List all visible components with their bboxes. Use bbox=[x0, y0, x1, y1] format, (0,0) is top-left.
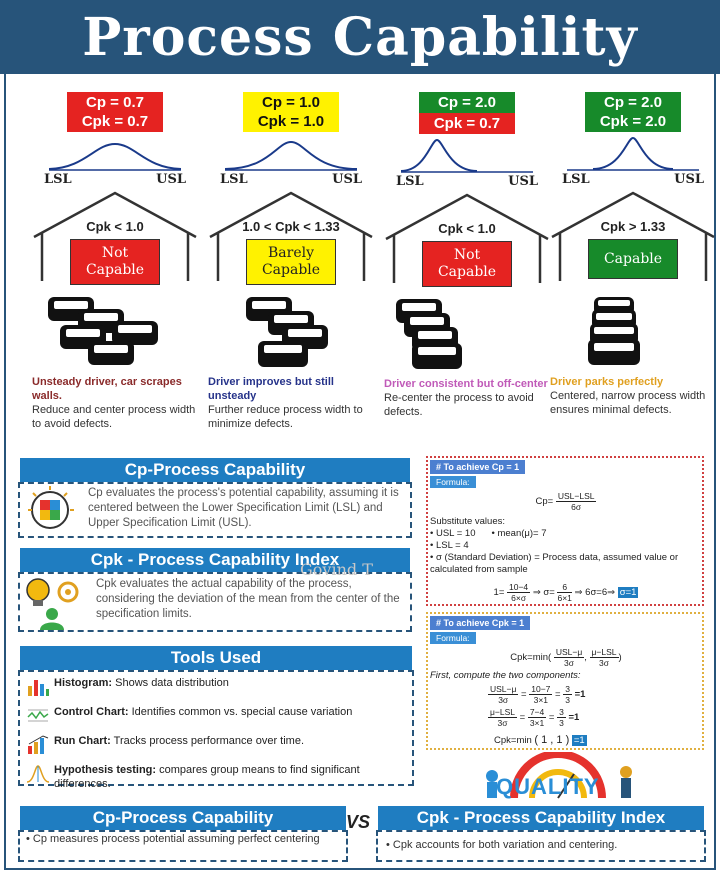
desc-lead: Driver consistent but off-center bbox=[384, 378, 548, 390]
scenario-column-4 bbox=[548, 88, 718, 417]
quality-word: QUALITY bbox=[496, 774, 600, 799]
cp-formula-heading: # To achieve Cp = 1 bbox=[430, 460, 525, 474]
narrow-centered-bell-curve-icon bbox=[563, 136, 703, 172]
formula-lhs: Cpk=min bbox=[510, 652, 549, 664]
garage bbox=[30, 189, 200, 281]
control-chart-icon bbox=[26, 705, 50, 725]
desc-rest: Centered, narrow process width ensures minimal defects. bbox=[550, 390, 706, 416]
lsl-value: • LSL = 4 bbox=[430, 540, 469, 551]
equals: = bbox=[521, 689, 527, 701]
frac-num: 10−4 bbox=[509, 582, 529, 592]
scenario-description bbox=[382, 377, 552, 419]
garage bbox=[548, 189, 718, 281]
cp-formula bbox=[430, 460, 702, 603]
cp-value: Cp = 2.0 bbox=[604, 94, 662, 111]
tool-histogram bbox=[26, 676, 406, 696]
cpk-condition: 1.0 < Cpk < 1.33 bbox=[242, 219, 340, 234]
frac-den: 3×1 bbox=[533, 695, 549, 705]
status-box bbox=[70, 239, 160, 285]
frac-num: USL−LSL bbox=[557, 491, 595, 501]
tools-list bbox=[26, 676, 406, 800]
cp-section-heading: Cp-Process Capability bbox=[20, 458, 410, 482]
frac-den: 6×1 bbox=[557, 593, 572, 603]
bottom-cpk-heading: Cpk - Process Capability Index bbox=[378, 806, 704, 830]
frac-den: 6×σ bbox=[511, 593, 527, 603]
usl-label: USL bbox=[674, 172, 704, 187]
cpk-section-text: Cpk evaluates the actual capability of the process, considering the deviation of the mean from the center of the specification limits. bbox=[96, 578, 400, 620]
cpk-value: Cpk = 0.7 bbox=[419, 113, 515, 134]
distribution-curve-icon bbox=[26, 763, 50, 783]
frac-num: 7−4 bbox=[529, 707, 545, 717]
cp-value: Cp = 1.0 bbox=[262, 94, 320, 111]
compute-note: First, compute the two components: bbox=[430, 670, 581, 681]
cars-offset-stack-icon bbox=[382, 297, 552, 371]
tool-desc: Tracks process performance over time. bbox=[110, 735, 305, 747]
lsl-label: LSL bbox=[562, 172, 590, 187]
tools-heading: Tools Used bbox=[20, 646, 412, 670]
cpk-component-1: $\frac{\text{USL−μ}}{3\sigma}$ = $\frac{10-7}{3\times 1}$ = $\frac{3}{3}$ =1 bbox=[490, 684, 586, 705]
desc-rest: Re-center the process to avoid defects. bbox=[384, 392, 534, 418]
garage bbox=[382, 191, 552, 283]
scenario-description bbox=[548, 375, 718, 417]
frac-den: 3σ bbox=[497, 718, 508, 728]
formula-lhs: Cp= bbox=[535, 496, 554, 508]
cpk-condition: Cpk < 1.0 bbox=[86, 219, 144, 234]
wide-bell-curve-icon bbox=[45, 136, 185, 172]
step-text: 1= bbox=[493, 587, 505, 599]
frac-den: 3σ bbox=[564, 658, 575, 668]
cpk-final bbox=[430, 734, 702, 747]
status-line: Capable bbox=[437, 264, 497, 280]
tool-control-chart bbox=[26, 705, 406, 725]
formula-tag: Formula: bbox=[430, 476, 476, 488]
frac-den: 3 bbox=[559, 718, 564, 728]
tool-name: Hypothesis testing: bbox=[54, 764, 157, 776]
subst-row bbox=[430, 528, 702, 540]
frac-den: 3 bbox=[565, 695, 570, 705]
scenario-column-1 bbox=[30, 88, 200, 431]
final-args: ( 1 , 1 ) bbox=[534, 734, 570, 746]
scenario-column-3 bbox=[382, 88, 552, 419]
cpk-value: Cpk = 0.7 bbox=[81, 113, 149, 130]
desc-lead: Driver parks perfectly bbox=[550, 376, 664, 388]
cp-result: σ=1 bbox=[619, 587, 637, 599]
tool-name: Control Chart: bbox=[54, 706, 129, 718]
status-box bbox=[422, 241, 512, 287]
bottom-cpk-text: • Cpk accounts for both variation and centering. bbox=[386, 839, 618, 851]
run-chart-icon bbox=[26, 734, 50, 754]
title-bar bbox=[0, 0, 720, 74]
bottom-cp-heading: Cp-Process Capability bbox=[20, 806, 346, 830]
status-line: Not bbox=[101, 245, 129, 261]
cp-section-text: Cp evaluates the process's potential capability, assuming it is centered between the Lower Specification Limit (LSL) and Upper Specification Limit (USL). bbox=[88, 487, 399, 529]
narrow-offset-bell-curve-icon bbox=[397, 138, 537, 174]
status-box bbox=[588, 239, 678, 279]
frac-num: USL−μ bbox=[555, 647, 583, 657]
spec-limits bbox=[30, 172, 200, 187]
cpk-value: Cpk = 2.0 bbox=[599, 113, 667, 130]
frac-num: μ−LSL bbox=[591, 647, 617, 657]
scenario-description bbox=[206, 375, 376, 431]
page-title: Process Capability bbox=[82, 6, 638, 68]
tool-desc: Identifies common vs. special cause variation bbox=[128, 706, 353, 718]
cp-formula-expression bbox=[430, 491, 702, 512]
cars-semi-aligned-icon bbox=[206, 295, 376, 369]
frac-num: USL−μ bbox=[490, 684, 517, 694]
frac-num: 3 bbox=[565, 684, 570, 694]
status-line: Not bbox=[453, 247, 481, 263]
lightbulb-gear-icon bbox=[22, 574, 82, 632]
final-lhs: Cpk=min bbox=[494, 735, 532, 746]
puzzle-head-icon bbox=[24, 484, 76, 536]
cpk-section-heading: Cpk - Process Capability Index bbox=[20, 548, 410, 572]
cp-value: Cp = 2.0 bbox=[438, 94, 496, 111]
cp-badge-3 bbox=[419, 92, 515, 134]
cp-badge-2 bbox=[243, 92, 339, 132]
cpk-formula-expression: Cpk=min( $\frac{\text{USL−μ}}{3\sigma}$ , $\frac{\text{μ−LSL}}{3\sigma}$ ) bbox=[510, 647, 622, 668]
cp-badge-4 bbox=[585, 92, 681, 132]
usl-label: USL bbox=[508, 174, 538, 189]
frac-den: 3σ bbox=[498, 695, 509, 705]
watermark-text: Govind T bbox=[300, 560, 373, 579]
medium-bell-curve-icon bbox=[221, 136, 361, 172]
cpk-result: =1 bbox=[573, 735, 585, 746]
subst-title: Substitute values: bbox=[430, 516, 505, 527]
component-result: =1 bbox=[568, 712, 580, 724]
frac-den: 6σ bbox=[571, 502, 582, 512]
desc-rest: Further reduce process width to minimize defects. bbox=[208, 404, 363, 430]
scenario-column-2 bbox=[206, 88, 376, 431]
status-line: Capable bbox=[261, 262, 321, 278]
desc-rest: Reduce and center process width to avoid defects. bbox=[32, 404, 196, 430]
cars-scattered-icon bbox=[30, 295, 200, 369]
mean-value: • mean(μ)= 7 bbox=[491, 528, 547, 539]
step-text: σ= bbox=[543, 587, 555, 599]
tool-name: Run Chart: bbox=[54, 735, 111, 747]
cpk-condition: Cpk > 1.33 bbox=[600, 219, 666, 234]
frac-num: 3 bbox=[559, 707, 564, 717]
cpk-formula bbox=[430, 616, 702, 747]
scenario-description bbox=[30, 375, 200, 431]
bottom-cp-text: • Cp measures process potential assuming perfect centering bbox=[26, 833, 320, 845]
frac-num: μ−LSL bbox=[490, 707, 515, 717]
frac-num: 10−7 bbox=[531, 684, 551, 694]
garage bbox=[206, 189, 376, 281]
cpk-condition: Cpk < 1.0 bbox=[438, 221, 496, 236]
usl-label: USL bbox=[332, 172, 362, 187]
tool-run-chart bbox=[26, 734, 406, 754]
step-text: 6σ=6⇒ bbox=[585, 587, 616, 599]
status-line: Capable bbox=[603, 250, 663, 267]
frac-num: 6 bbox=[557, 582, 571, 593]
desc-lead: Driver improves but still unsteady bbox=[208, 376, 334, 402]
spec-limits bbox=[206, 172, 376, 187]
cpk-component-2: $\frac{\text{μ−LSL}}{3\sigma}$ = $\frac{7-4}{3\times 1}$ = $\frac{3}{3}$ =1 bbox=[490, 707, 580, 728]
cp-badge-1 bbox=[67, 92, 163, 132]
cars-aligned-icon bbox=[548, 295, 718, 369]
tool-name: Histogram: bbox=[54, 677, 113, 689]
tool-desc: compares group means to find significant differences. bbox=[54, 764, 360, 790]
formula-tag: Formula: bbox=[430, 632, 476, 644]
lsl-label: LSL bbox=[220, 172, 248, 187]
component-result: =1 bbox=[574, 689, 586, 701]
desc-lead: Unsteady driver, car scrapes walls. bbox=[32, 376, 182, 402]
status-line: Barely bbox=[268, 245, 314, 261]
cpk-formula-heading: # To achieve Cpk = 1 bbox=[430, 616, 530, 630]
status-line: Capable bbox=[85, 262, 145, 278]
frac-den: 3σ bbox=[599, 658, 610, 668]
spec-limits bbox=[548, 172, 718, 187]
cpk-value: Cpk = 1.0 bbox=[257, 113, 325, 130]
spec-limits bbox=[382, 174, 552, 189]
vs-label: VS bbox=[346, 812, 371, 832]
cp-solution: 1= $\frac{10-4}{6\times\sigma}$ ⇒ σ= $\frac{6}{6\times 1}$ ⇒ 6σ=6⇒ σ=1 bbox=[493, 582, 637, 603]
status-box bbox=[246, 239, 336, 285]
frac-den: 3×1 bbox=[529, 718, 545, 728]
usl-value: • USL = 10 bbox=[430, 528, 476, 539]
lsl-label: LSL bbox=[44, 172, 72, 187]
lsl-label: LSL bbox=[396, 174, 424, 189]
tool-hypothesis bbox=[26, 763, 406, 791]
cp-value: Cp = 0.7 bbox=[86, 94, 144, 111]
sigma-value: • σ (Standard Deviation) = Process data, assumed value or calculated from sample bbox=[430, 552, 679, 575]
tool-desc: Shows data distribution bbox=[112, 677, 229, 689]
usl-label: USL bbox=[156, 172, 186, 187]
histogram-icon bbox=[26, 676, 50, 696]
